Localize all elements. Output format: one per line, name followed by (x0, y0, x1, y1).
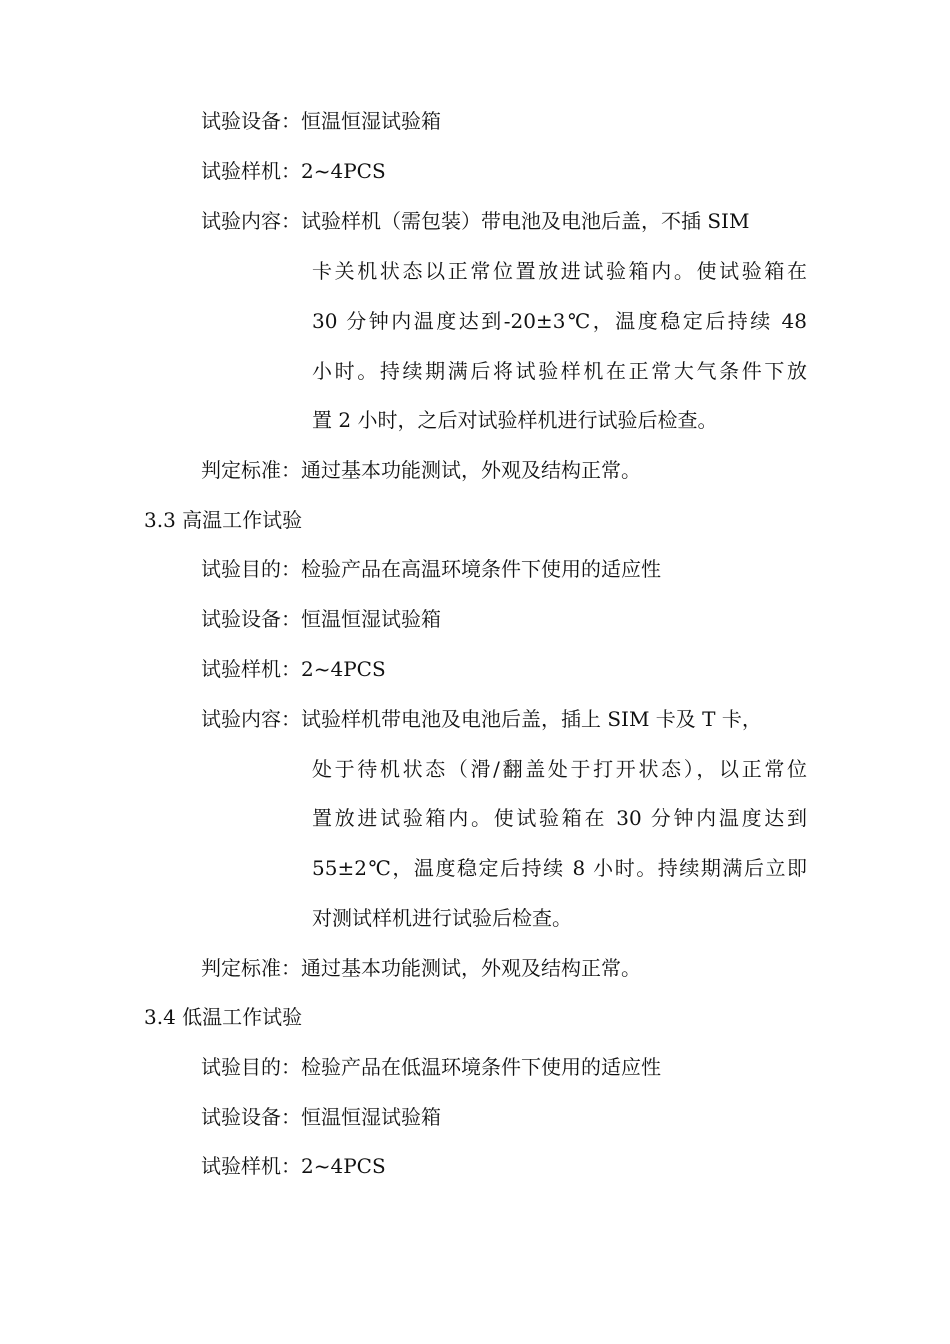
test-content-continuation: 处于待机状态（滑/翻盖处于打开状态），以正常位 (312, 757, 807, 781)
test-content-continuation: 置 2 小时，之后对试验样机进行试验后检查。 (312, 408, 718, 432)
test-content-continuation: 置放进试验箱内。使试验箱在 30 分钟内温度达到 (312, 806, 807, 830)
test-content-line: 试验内容：试验样机（需包装）带电池及电池后盖，不插 SIM (201, 209, 750, 233)
test-purpose-line: 试验目的：检验产品在高温环境条件下使用的适应性 (201, 557, 661, 581)
section-heading-3-3: 3.3 高温工作试验 (144, 508, 303, 532)
test-sample-line: 试验样机：2~4PCS (201, 1154, 386, 1178)
test-equipment-line: 试验设备：恒温恒湿试验箱 (201, 109, 441, 133)
section-heading-3-4: 3.4 低温工作试验 (144, 1005, 303, 1029)
test-content-continuation: 对测试样机进行试验后检查。 (312, 906, 572, 930)
test-content-continuation: 卡关机状态以正常位置放进试验箱内。使试验箱在 (312, 259, 807, 283)
judgement-criteria-line: 判定标准：通过基本功能测试，外观及结构正常。 (201, 458, 641, 482)
test-equipment-line: 试验设备：恒温恒湿试验箱 (201, 607, 441, 631)
judgement-criteria-line: 判定标准：通过基本功能测试，外观及结构正常。 (201, 956, 641, 980)
test-sample-line: 试验样机：2~4PCS (201, 159, 386, 183)
test-content-continuation: 30 分钟内温度达到-20±3℃，温度稳定后持续 48 (312, 309, 807, 333)
test-sample-line: 试验样机：2~4PCS (201, 657, 386, 681)
test-content-line: 试验内容：试验样机带电池及电池后盖，插上 SIM 卡及 T 卡， (201, 707, 762, 731)
test-equipment-line: 试验设备：恒温恒湿试验箱 (201, 1105, 441, 1129)
test-content-continuation: 小时。持续期满后将试验样机在正常大气条件下放 (312, 359, 807, 383)
test-purpose-line: 试验目的：检验产品在低温环境条件下使用的适应性 (201, 1055, 661, 1079)
test-content-continuation: 55±2℃，温度稳定后持续 8 小时。持续期满后立即 (312, 856, 807, 880)
